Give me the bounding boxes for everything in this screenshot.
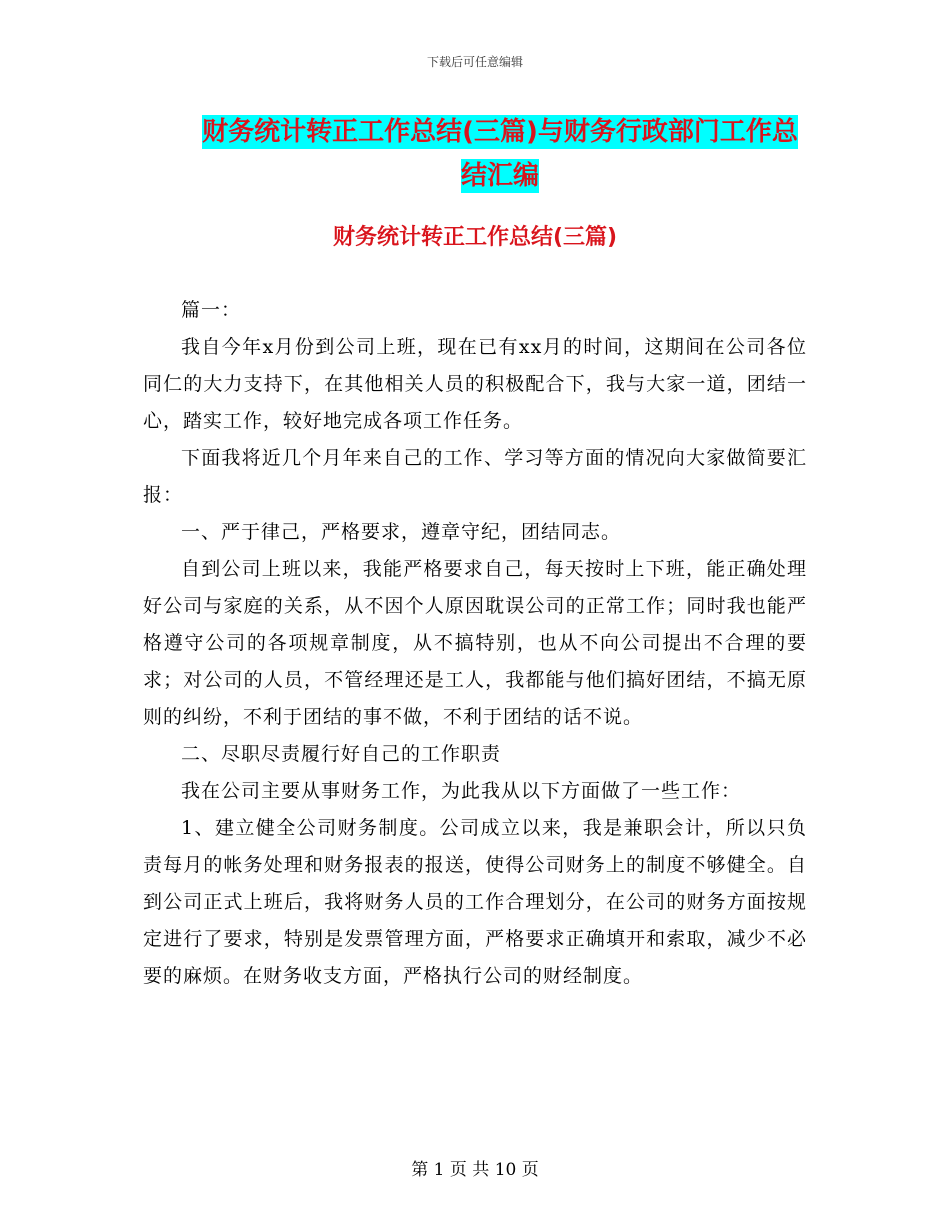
document-title [150,110,850,198]
title-line-2: 结汇编 [460,161,539,191]
title-line-1: 财务统计转正工作总结(三篇)与财务行政部门工作总 [202,117,798,147]
page-number: 第 1 页 共 10 页 [411,1160,539,1180]
section-title: 财务统计转正工作总结(三篇) [332,225,618,250]
header-note: 下载后可任意编辑 [426,55,523,69]
paragraph: 我在公司主要从事财务工作，为此我从以下方面做了一些工作： [181,780,742,802]
paragraph: 1、建立健全公司财务制度。公司成立以来，我是兼职会计，所以只负责每月的帐务处理和财务报表的报送，使得公司财务上的制度不够健全。自到公司正式上班后，我将财务人员的工作合理划分，在公司的财务方面按规定进行了要求，特别是发票管理方面，严格要求正确填开和索取，减少不必要的麻烦。在财务收支方面，严格执行公司的财经制度。 [143,817,807,987]
body-text [143,292,807,995]
paragraph: 二、尽职尽责履行好自己的工作职责 [181,743,502,765]
paragraph: 我自今年x月份到公司上班，现在已有xx月的时间，这期间在公司各位同仁的大力支持下，在其他相关人员的积极配合下，我与大家一道，团结一心，踏实工作，较好地完成各项工作任务。 [143,336,807,432]
paragraph: 自到公司上班以来，我能严格要求自己，每天按时上下班，能正确处理好公司与家庭的关系，从不因个人原因耽误公司的正常工作；同时我也能严格遵守公司的各项规章制度，从不搞特别，也从不向公司提出不合理的要求；对公司的人员，不管经理还是工人，我都能与他们搞好团结，不搞无原则的纠纷，不利于团结的事不做，不利于团结的话不说。 [143,558,807,728]
paragraph: 篇一： [181,299,242,321]
paragraph: 一、严于律己，严格要求，遵章守纪，团结同志。 [181,521,622,543]
paragraph: 下面我将近几个月年来自己的工作、学习等方面的情况向大家做简要汇报： [143,447,807,506]
